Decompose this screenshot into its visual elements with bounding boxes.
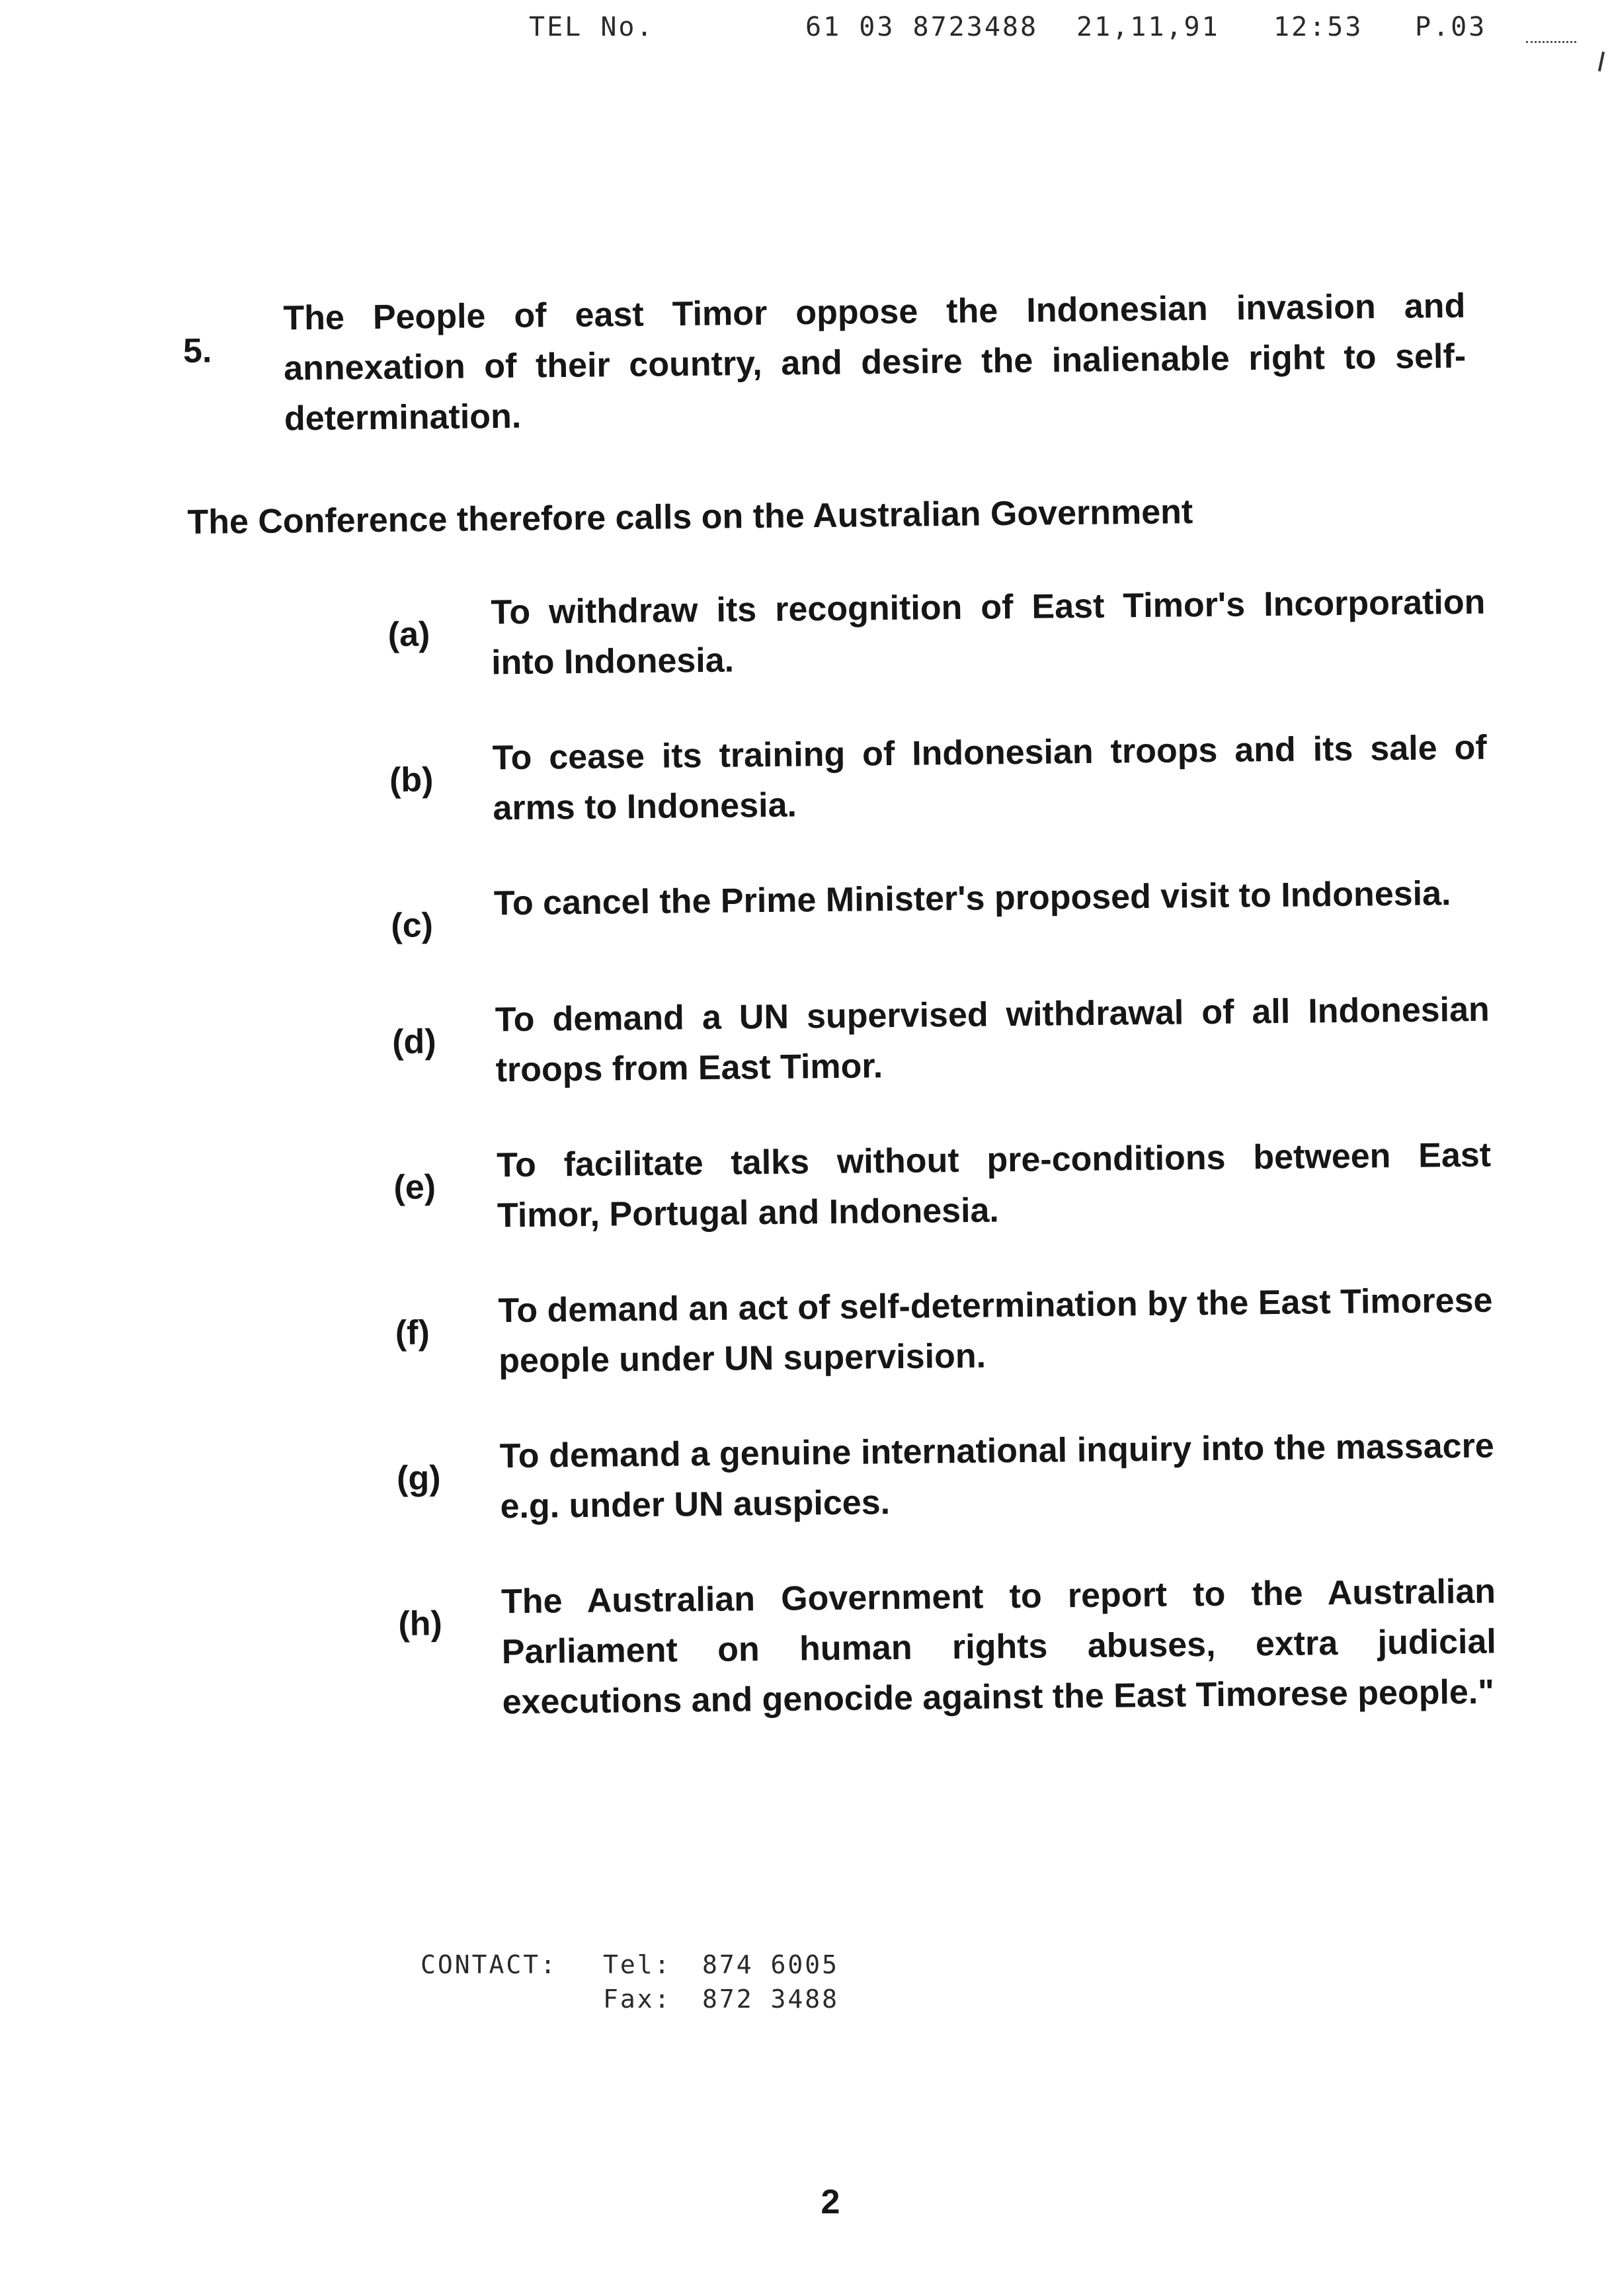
list-item	[387, 577, 1486, 689]
item-letter: (a)	[387, 615, 430, 654]
item-letter: (d)	[391, 1022, 436, 1061]
demands-list	[387, 577, 1498, 1774]
contact-fax-label: Fax:	[603, 1985, 672, 2014]
item-text: The Australian Government to report to the Australian Parliament on human rights abuses, extra judicial executions and genocide against the East Timorese people."	[501, 1572, 1497, 1722]
item-letter: (e)	[393, 1168, 436, 1207]
item-letter: (h)	[398, 1604, 443, 1643]
fax-dash-mark	[1526, 41, 1576, 43]
item-text: To demand a genuine international inquiry into the massacre e.g. under UN auspices.	[499, 1426, 1494, 1526]
item-letter: (g)	[396, 1459, 441, 1498]
fax-page-indicator: P.03	[1415, 12, 1487, 42]
list-item	[395, 1276, 1494, 1387]
contact-tel-number: 874 6005	[702, 1950, 840, 1979]
item-letter: (b)	[389, 760, 434, 800]
list-item	[398, 1567, 1497, 1729]
paragraph-text: The People of east Timor oppose the Indonesian invasion and annexation of their country, and desire the inalienable right to self-determination.	[283, 286, 1467, 438]
item-text: To facilitate talks without pre-conditions between East Timor, Portugal and Indonesia.	[496, 1135, 1492, 1235]
item-letter: (c)	[391, 906, 434, 945]
contact-tel-row	[421, 1948, 839, 1982]
contact-fax-number: 872 3488	[702, 1985, 840, 2014]
list-item	[393, 1130, 1492, 1242]
fax-date: 21,11,91	[1076, 12, 1220, 42]
contact-tel-label: Tel:	[603, 1950, 672, 1979]
contact-label: CONTACT:	[421, 1950, 558, 1979]
item-text: To demand an act of self-determination by the East Timorese people under UN supervision.	[498, 1281, 1493, 1381]
item-text: To withdraw its recognition of East Timor's Incorporation into Indonesia.	[491, 583, 1486, 682]
item-text: To cancel the Prime Minister's proposed visit to Indonesia.	[493, 874, 1451, 923]
conference-call-line: The Conference therefore calls on the Australian Government	[187, 493, 1193, 542]
page-number: 2	[821, 2183, 840, 2221]
contact-fax-row	[421, 1982, 839, 2016]
list-item	[389, 723, 1488, 835]
fax-sender-number: 61 03 8723488	[805, 12, 1039, 42]
fax-transmission-header	[0, 12, 1608, 58]
contact-block	[421, 1948, 839, 2016]
fax-time: 12:53	[1273, 12, 1363, 42]
item-text: To demand a UN supervised withdrawal of all Indonesian troops from East Timor.	[495, 990, 1490, 1090]
fax-tel-label: TEL No.	[529, 12, 655, 42]
paragraph-5	[182, 281, 1467, 445]
list-item	[391, 868, 1489, 951]
item-text: To cease its training of Indonesian troops and its sale of arms to Indonesia.	[492, 728, 1487, 828]
paragraph-number: 5.	[182, 331, 212, 370]
item-letter: (f)	[395, 1313, 430, 1352]
list-item	[396, 1421, 1495, 1533]
list-item	[391, 985, 1490, 1096]
